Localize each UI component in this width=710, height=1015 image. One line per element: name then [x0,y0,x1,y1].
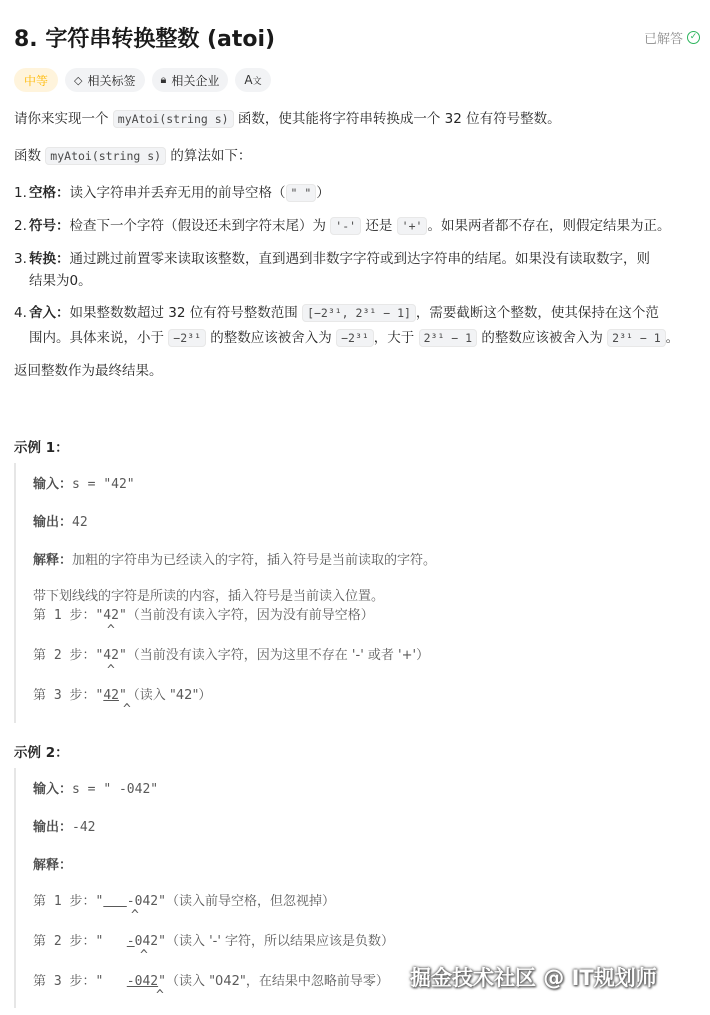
inline-code: myAtoi(string s) [113,110,234,128]
step-comment: （当前没有读入字符，因为这里不存在 '-' 或者 '+'） [126,648,430,663]
text: ） [316,185,330,201]
text: 结果为0。 [29,273,92,289]
list-number: 3. [14,251,27,267]
bold-term: 空格： [29,185,70,201]
value: 加粗的字符串为已经读入的字符，插入符号是当前读取的字符。 [72,553,437,568]
step-code: 第 3 步：" [33,688,104,703]
step-code: 042" [134,934,166,949]
inline-code: −2³¹ [168,329,206,347]
example-2-step-3 [33,970,389,989]
watermark: 掘金技术社区 @ IT规划师 [410,966,657,990]
step-code-underlined: 42 [103,688,119,703]
translate-icon: A文 [244,73,262,87]
lock-icon: 🔒︎ [160,73,167,86]
inline-code: '-' [330,217,361,235]
related-tags-label: 相关标签 [87,73,136,88]
text: 函数 [14,148,41,164]
inline-code: −2³¹ [336,329,374,347]
list-item-rounding [14,302,698,349]
step-code-underlined: - [126,934,135,949]
text: 的算法如下： [170,148,252,164]
caret: ^ [107,623,115,638]
example-1-output [33,511,88,530]
list-number: 2. [14,218,27,234]
value: s = " -042" [72,782,159,797]
list-number: 4. [14,305,27,321]
description-paragraph-3: 返回整数作为最终结果。 [14,363,163,379]
step-code: " [158,974,166,989]
tag-icon: ◇ [74,73,83,87]
difficulty-badge[interactable]: 中等 [14,68,58,92]
step-code-underlined: -042 [126,974,159,989]
example-1-input [33,473,135,492]
related-companies-button[interactable] [152,68,229,92]
text: 通过跳过前置零来读取该整数，直到遇到非数字字符或到达字符串的结尾。如果没有读取数字，则 [69,251,650,267]
caret: ^ [140,948,148,963]
label: 解释： [33,858,73,873]
example-1-step-2 [33,644,429,663]
step-comment: （当前没有读入字符，因为没有前导空格） [126,608,374,623]
step-code: -042" [126,894,166,909]
example-2-step-2 [33,930,394,949]
text: 读入字符串并丢弃无用的前导空格（ [69,185,286,201]
example-1-note: 带下划线线的字符是所读的内容，插入符号是当前读入位置。 [33,589,385,604]
label: 解释： [33,553,73,568]
bold-term: 舍入： [29,305,70,321]
translate-button[interactable] [235,68,270,92]
example-2-output [33,816,96,835]
text: 。如果两者都不存在，则假定结果为正。 [427,218,671,234]
text: 。 [665,330,680,346]
example-1-block [14,463,694,723]
value: -42 [72,820,96,835]
example-2-explanation [33,854,72,873]
example-2-input [33,778,158,797]
related-companies-label: 相关企业 [171,73,220,88]
example-1-explanation [33,549,436,568]
text: ，大于 [373,330,415,346]
inline-code: 2³¹ − 1 [419,329,477,347]
inline-code: '+' [397,217,428,235]
text: 围内。具体来说，小于 [29,330,164,346]
text: ，需要截断这个整数，使其保持在这个范 [415,305,659,321]
step-code: 第 2 步：" [33,934,127,949]
example-1-step-1 [33,604,374,623]
text: 还是 [365,218,393,234]
text: 的整数应该被舍入为 [210,330,332,346]
example-2-heading: 示例 2： [14,745,69,761]
text: 如果整数数超过 32 位有符号整数范围 [69,305,298,321]
step-code-underlined [103,894,126,909]
example-1-heading: 示例 1： [14,440,69,456]
step-comment: （读入 "42"） [126,688,212,703]
caret: ^ [123,702,131,717]
label: 输入： [33,782,73,797]
example-1-step-3 [33,684,211,703]
step-comment: （读入前导空格，但忽视掉） [165,894,335,909]
list-item-sign [14,215,698,237]
inline-code: " " [286,184,317,202]
step-code: 第 2 步："42" [33,648,127,663]
solved-status [644,28,700,47]
description-paragraph-1 [14,108,561,130]
caret: ^ [107,663,115,678]
page-title: 8. 字符串转换整数 (atoi) [14,27,276,52]
caret: ^ [156,988,164,1003]
text: 的整数应该被舍入为 [481,330,603,346]
step-code: 第 3 步：" [33,974,127,989]
value: s = "42" [72,477,135,492]
label: 输出： [33,515,73,530]
step-comment: （读入 "042"，在结果中忽略前导零） [165,974,389,989]
text: 函数，使其能将字符串转换成一个 32 位有符号整数。 [237,111,561,127]
value: 42 [72,515,88,530]
bold-term: 符号： [29,218,70,234]
step-comment: （读入 '-' 字符，所以结果应该是负数） [165,934,395,949]
related-tags-button[interactable] [65,68,144,92]
label: 输出： [33,820,73,835]
list-number: 1. [14,185,27,201]
example-2-step-1 [33,890,335,909]
status-label: 已解答 [643,32,683,47]
text: 检查下一个字符（假设还未到字符末尾）为 [69,218,326,234]
tag-bar [14,68,271,92]
label: 输入： [33,477,73,492]
bold-term: 转换： [29,251,70,267]
caret: ^ [131,908,139,923]
inline-code: 2³¹ − 1 [607,329,665,347]
list-item-whitespace [14,182,698,204]
step-code: 第 1 步："42" [33,608,127,623]
inline-code: [−2³¹, 2³¹ − 1] [302,304,416,322]
step-code: 第 1 步：" [33,894,104,909]
step-code: " [118,688,127,703]
text: 请你来实现一个 [14,111,109,127]
inline-code: myAtoi(string s) [45,147,166,165]
list-item-conversion [14,248,698,292]
check-circle-icon: ✓ [687,31,700,44]
description-paragraph-2 [14,145,251,167]
